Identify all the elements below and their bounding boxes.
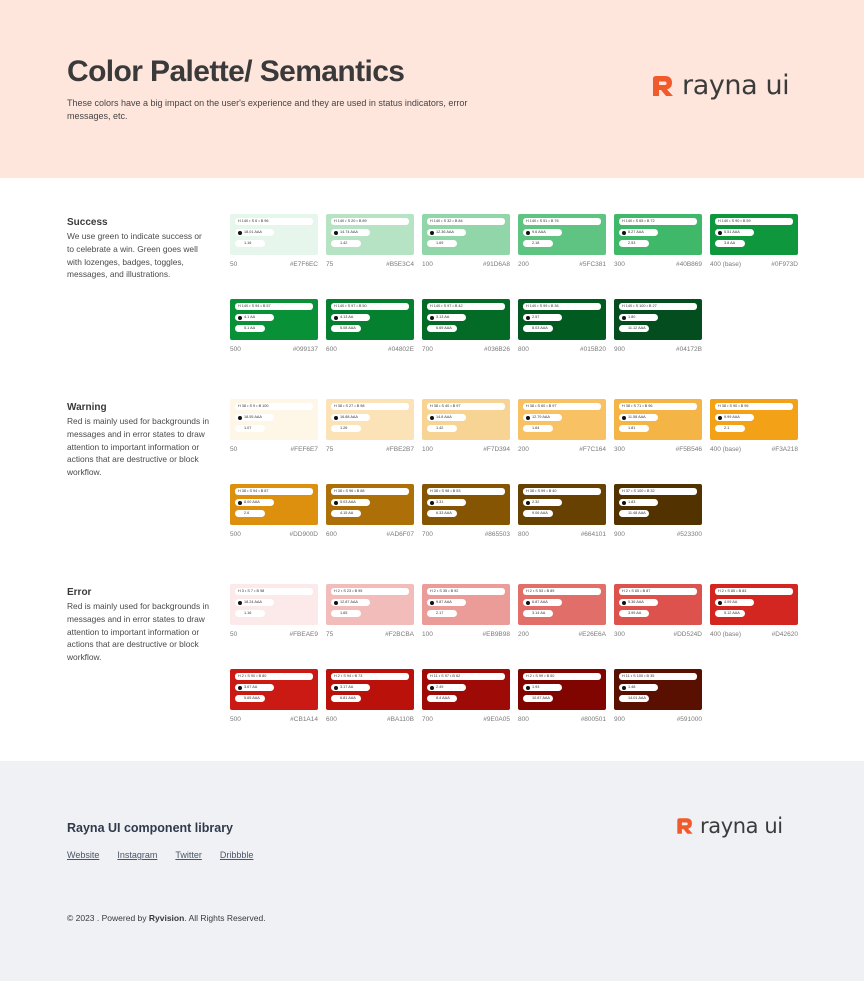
color-swatch[interactable]: [710, 584, 798, 625]
color-swatch[interactable]: [710, 399, 798, 440]
rating-badge: 11.48 AAA: [619, 510, 649, 517]
color-swatch[interactable]: [326, 584, 414, 625]
contrast-value: 8.00 AAA: [244, 500, 260, 504]
footer-links: [67, 850, 253, 860]
contrast-badge: [331, 414, 370, 421]
rating-badge: 1.42: [331, 240, 361, 247]
rating-badge: 5.1 AA: [235, 325, 265, 332]
contrast-badge: [715, 414, 754, 421]
rayna-logo-text: rayna ui: [682, 70, 790, 101]
rating-badge: 2.18: [523, 240, 553, 247]
color-swatch[interactable]: [326, 399, 414, 440]
page-description: These colors have a big impact on the user's experience and they are used in status indicators, error messages, etc.: [67, 98, 468, 121]
swatch-hex: #F7C164: [579, 446, 606, 453]
contrast-value: 5.51 AAA: [724, 230, 740, 234]
copyright-brand: Ryvision: [148, 913, 185, 923]
footer: [0, 761, 864, 981]
swatch-name: 500: [230, 346, 241, 353]
swatch-hex: #664101: [580, 531, 606, 538]
contrast-badge: [427, 599, 466, 606]
swatch-name: 300: [614, 261, 625, 268]
contrast-value: 3.17 AA: [340, 685, 354, 689]
swatch-hex: #B5E3C4: [386, 261, 414, 268]
contrast-dot: [238, 686, 242, 690]
color-swatch[interactable]: [422, 484, 510, 525]
color-swatch[interactable]: [230, 399, 318, 440]
swatch-hex: #04172B: [675, 346, 702, 353]
swatch-name: 50: [230, 446, 238, 453]
footer-logo: [675, 814, 783, 838]
contrast-value: 9.87 AAA: [436, 600, 452, 604]
hsb-label: H 2 • S 53 • B 89: [523, 588, 601, 595]
contrast-dot: [622, 416, 626, 420]
contrast-dot: [430, 231, 434, 235]
contrast-value: 6.87 AAA: [532, 600, 548, 604]
swatch-name: 700: [422, 346, 433, 353]
swatch-name: 300: [614, 446, 625, 453]
contrast-badge: [427, 314, 466, 321]
swatch-name: 900: [614, 531, 625, 538]
swatch-hex: #F2BCBA: [385, 631, 414, 638]
contrast-dot: [334, 231, 338, 235]
rating-badge: 1.65: [331, 610, 361, 617]
copyright-prefix: © 2023 . Powered by: [67, 913, 149, 923]
hsb-label: H 140 • S 90 • B 59: [715, 218, 793, 225]
color-swatch[interactable]: [230, 484, 318, 525]
hsb-label: H 140 • S 32 • B 84: [427, 218, 505, 225]
section-title: Success: [67, 217, 108, 228]
hsb-label: H 38 • S 60 • B 97: [523, 403, 601, 410]
contrast-dot: [526, 416, 530, 420]
swatch-hex: #EB9B98: [482, 631, 510, 638]
color-swatch[interactable]: [518, 584, 606, 625]
rating-badge: 6.33 AAA: [427, 510, 457, 517]
rayna-logo: [650, 70, 789, 101]
swatch-name: 600: [326, 346, 337, 353]
contrast-dot: [238, 601, 242, 605]
contrast-value: 14.74 AAA: [340, 230, 358, 234]
contrast-badge: [523, 684, 562, 691]
contrast-value: 5.03 AAA: [340, 500, 356, 504]
swatch-name: 400 (base): [710, 446, 742, 453]
swatch-name: 200: [518, 631, 529, 638]
swatch-hex: #D42620: [771, 631, 798, 638]
section-description: We use green to indicate success or to celebrate a win. Green goes well with lozenges, badges, toggles, messages, and illustrations.: [67, 231, 202, 280]
color-swatch[interactable]: [614, 669, 702, 710]
rating-badge: 1.07: [235, 425, 265, 432]
swatch-name: 500: [230, 531, 241, 538]
page-title: Color Palette/ Semantics: [67, 55, 405, 88]
swatch-hex: #591000: [676, 716, 702, 723]
contrast-badge: [331, 599, 370, 606]
rating-badge: 2.17: [427, 610, 457, 617]
rating-badge: 6.69 AAA: [427, 325, 457, 332]
hsb-label: H 38 • S 40 • B 97: [427, 403, 505, 410]
contrast-value: 11.58 AAA: [628, 415, 646, 419]
color-swatch[interactable]: [326, 214, 414, 255]
hsb-label: H 140 • S 65 • B 72: [619, 218, 697, 225]
contrast-value: 18.55 AAA: [244, 415, 262, 419]
swatch-name: 200: [518, 261, 529, 268]
color-swatch[interactable]: [326, 669, 414, 710]
footer-title: Rayna UI component library: [67, 821, 234, 835]
contrast-value: 3.13 AA: [436, 315, 450, 319]
contrast-badge: [235, 599, 274, 606]
rating-badge: 10.87 AAA: [523, 695, 553, 702]
contrast-badge: [427, 414, 466, 421]
contrast-badge: [331, 229, 370, 236]
contrast-dot: [622, 686, 626, 690]
rating-badge: 5.12 AAA: [715, 610, 745, 617]
swatch-name: 900: [614, 346, 625, 353]
rating-badge: 8.4 AAA: [427, 695, 457, 702]
rating-badge: 11.12 AAA: [619, 325, 649, 332]
swatch-name: 50: [230, 631, 238, 638]
contrast-value: 12.79 AAA: [532, 415, 550, 419]
contrast-badge: [715, 599, 754, 606]
rating-badge: 3.8 AA: [715, 240, 745, 247]
hsb-label: H 11 • S 97 • B 62: [427, 673, 505, 680]
hsb-label: H 140 • S 20 • B 89: [331, 218, 409, 225]
hsb-label: H 140 • S 100 • B 27: [619, 303, 697, 310]
swatch-hex: #036B26: [483, 346, 510, 353]
swatch-hex: #91D6A8: [482, 261, 510, 268]
link-website[interactable]: Website: [67, 850, 100, 860]
hsb-label: H 140 • S 51 • B 76: [523, 218, 601, 225]
color-swatch[interactable]: [518, 214, 606, 255]
hsb-label: H 2 • S 94 • B 73: [331, 673, 409, 680]
section-title: Warning: [67, 402, 107, 413]
contrast-value: 18.24 AAA: [244, 600, 262, 604]
hsb-label: H 11 • S 100 • B 35: [619, 673, 697, 680]
contrast-value: 18.01 AAA: [244, 230, 262, 234]
contrast-value: 2.49: [436, 685, 444, 689]
rating-badge: 2.53: [619, 240, 649, 247]
swatch-name: 600: [326, 716, 337, 723]
rating-badge: 2.1: [715, 425, 745, 432]
contrast-badge: [619, 229, 658, 236]
swatch-name: 900: [614, 716, 625, 723]
rating-badge: 5.65 AAA: [235, 695, 265, 702]
contrast-dot: [334, 686, 338, 690]
swatch-name: 800: [518, 346, 529, 353]
swatch-hex: #E26E6A: [578, 631, 606, 638]
hsb-label: H 38 • S 9 • B 100: [235, 403, 313, 410]
rating-badge: 3.99 AA: [619, 610, 649, 617]
color-swatch[interactable]: [518, 299, 606, 340]
link-twitter[interactable]: Twitter: [175, 850, 202, 860]
contrast-dot: [334, 316, 338, 320]
rayna-logo-text: rayna ui: [700, 814, 783, 838]
hsb-label: H 38 • S 98 • B 53: [427, 488, 505, 495]
rating-badge: 9.06 AAA: [523, 510, 553, 517]
contrast-dot: [526, 316, 530, 320]
rating-badge: 1.81: [619, 425, 649, 432]
rating-badge: 14.01 AAA: [619, 695, 649, 702]
swatch-name: 700: [422, 716, 433, 723]
rating-badge: 2.6: [235, 510, 265, 517]
contrast-value: 1.48: [628, 685, 636, 689]
contrast-badge: [523, 499, 562, 506]
contrast-badge: [427, 684, 466, 691]
color-swatch[interactable]: [326, 299, 414, 340]
swatch-hex: #9E0A05: [483, 716, 510, 723]
swatch-hex: #800501: [580, 716, 606, 723]
contrast-value: 12.36 AAA: [436, 230, 454, 234]
contrast-dot: [526, 686, 530, 690]
contrast-value: 2.32: [532, 500, 540, 504]
swatch-hex: #DD524D: [673, 631, 702, 638]
contrast-dot: [526, 231, 530, 235]
color-swatch[interactable]: [230, 299, 318, 340]
contrast-badge: [235, 229, 274, 236]
swatch-name: 800: [518, 716, 529, 723]
contrast-badge: [235, 314, 274, 321]
contrast-dot: [238, 501, 242, 505]
hsb-label: H 38 • S 96 • B 68: [331, 488, 409, 495]
color-swatch[interactable]: [614, 399, 702, 440]
link-instagram[interactable]: Instagram: [117, 850, 158, 860]
contrast-badge: [427, 499, 466, 506]
contrast-badge: [235, 499, 274, 506]
rating-badge: 1.69: [427, 240, 457, 247]
rayna-logo-icon: [650, 73, 676, 99]
rating-badge: 4.15 AA: [331, 510, 361, 517]
rating-badge: 1.64: [523, 425, 553, 432]
swatch-name: 200: [518, 446, 529, 453]
contrast-badge: [619, 599, 658, 606]
color-swatch[interactable]: [230, 669, 318, 710]
contrast-value: 1.93: [532, 685, 540, 689]
swatch-name: 100: [422, 261, 433, 268]
color-swatch[interactable]: [230, 584, 318, 625]
contrast-badge: [235, 414, 274, 421]
contrast-dot: [718, 231, 722, 235]
hsb-label: H 140 • S 94 • B 57: [235, 303, 313, 310]
contrast-dot: [334, 601, 338, 605]
swatch-hex: #523300: [676, 531, 702, 538]
swatch-name: 400 (base): [710, 631, 742, 638]
contrast-dot: [430, 501, 434, 505]
contrast-dot: [622, 231, 626, 235]
rating-badge: 8.03 AAA: [523, 325, 553, 332]
contrast-dot: [334, 416, 338, 420]
rating-badge: 1.16: [235, 610, 265, 617]
contrast-badge: [523, 414, 562, 421]
color-swatch[interactable]: [614, 214, 702, 255]
swatch-name: 500: [230, 716, 241, 723]
swatch-hex: #0F973D: [771, 261, 798, 268]
color-swatch[interactable]: [614, 484, 702, 525]
contrast-dot: [238, 316, 242, 320]
swatch-name: 75: [326, 631, 334, 638]
swatch-hex: #F5B546: [675, 446, 702, 453]
rating-badge: 1.42: [427, 425, 457, 432]
swatch-hex: #40B869: [675, 261, 702, 268]
contrast-badge: [331, 314, 370, 321]
swatch-name: 600: [326, 531, 337, 538]
swatch-name: 50: [230, 261, 238, 268]
swatch-hex: #FBEAE9: [289, 631, 318, 638]
color-swatch[interactable]: [710, 214, 798, 255]
hsb-label: H 2 • S 99 • B 50: [523, 673, 601, 680]
hsb-label: H 2 • S 35 • B 92: [427, 588, 505, 595]
contrast-value: 1.80: [628, 315, 636, 319]
color-swatch[interactable]: [518, 399, 606, 440]
color-swatch[interactable]: [422, 669, 510, 710]
color-swatch[interactable]: [422, 584, 510, 625]
swatch-hex: #FBE2B7: [386, 446, 414, 453]
swatch-hex: #F7D394: [483, 446, 510, 453]
hsb-label: H 38 • S 27 • B 98: [331, 403, 409, 410]
copyright-suffix: . All Rights Reserved.: [184, 913, 266, 923]
contrast-badge: [619, 414, 658, 421]
hsb-label: H 2 • S 65 • B 87: [619, 588, 697, 595]
contrast-dot: [526, 501, 530, 505]
hsb-label: H 38 • S 94 • B 87: [235, 488, 313, 495]
rating-badge: 1.16: [235, 240, 265, 247]
color-swatch[interactable]: [230, 214, 318, 255]
color-swatch[interactable]: [518, 484, 606, 525]
hsb-label: H 2 • S 85 • B 83: [715, 588, 793, 595]
contrast-dot: [430, 416, 434, 420]
swatch-name: 100: [422, 446, 433, 453]
copyright: [67, 913, 266, 923]
contrast-value: 2.57: [532, 315, 540, 319]
contrast-value: 1.83: [628, 500, 636, 504]
swatch-hex: #865503: [484, 531, 510, 538]
swatch-hex: #FEF6E7: [290, 446, 318, 453]
contrast-badge: [427, 229, 466, 236]
color-swatch[interactable]: [614, 299, 702, 340]
hsb-label: H 37 • S 100 • B 32: [619, 488, 697, 495]
color-swatch[interactable]: [422, 299, 510, 340]
hsb-label: H 38 • S 90 • B 95: [715, 403, 793, 410]
color-swatch[interactable]: [614, 584, 702, 625]
hsb-label: H 2 • S 90 • B 80: [235, 673, 313, 680]
section-description: Red is mainly used for backgrounds in messages and in error states to draw attention to important information or actions that are destructive or block workflow.: [67, 416, 209, 478]
color-swatch[interactable]: [326, 484, 414, 525]
color-swatch[interactable]: [422, 214, 510, 255]
contrast-value: 4.13 AA: [340, 315, 354, 319]
section-description: Red is mainly used for backgrounds in messages and in error states to draw attention to important information or actions that are destructive or block workflow.: [67, 601, 209, 663]
hsb-label: H 140 • S 97 • B 50: [331, 303, 409, 310]
contrast-badge: [619, 684, 658, 691]
color-swatch[interactable]: [518, 669, 606, 710]
rating-badge: 1.26: [331, 425, 361, 432]
contrast-value: 4.1 AA: [244, 315, 256, 319]
contrast-badge: [235, 684, 274, 691]
swatch-hex: #E7F6EC: [289, 261, 318, 268]
swatch-name: 100: [422, 631, 433, 638]
swatch-hex: #015B20: [579, 346, 606, 353]
hsb-label: H 140 • S 99 • B 36: [523, 303, 601, 310]
contrast-value: 8.27 AAA: [628, 230, 644, 234]
hsb-label: H 140 • S 97 • B 42: [427, 303, 505, 310]
contrast-value: 14.8 AAA: [436, 415, 452, 419]
swatch-hex: #099137: [292, 346, 318, 353]
contrast-badge: [331, 684, 370, 691]
contrast-dot: [430, 316, 434, 320]
contrast-badge: [523, 599, 562, 606]
rayna-logo-icon: [675, 816, 695, 836]
rating-badge: 6.81 AAA: [331, 695, 361, 702]
hsb-label: H 3 • S 7 • B 98: [235, 588, 313, 595]
contrast-value: 5.36 AAA: [628, 600, 644, 604]
contrast-dot: [334, 501, 338, 505]
contrast-badge: [331, 499, 370, 506]
contrast-value: 9.6 AAA: [532, 230, 546, 234]
contrast-value: 4.09 AA: [724, 600, 738, 604]
hsb-label: H 2 • S 23 • B 95: [331, 588, 409, 595]
hsb-label: H 140 • S 6 • B 96: [235, 218, 313, 225]
contrast-dot: [430, 686, 434, 690]
contrast-badge: [523, 229, 562, 236]
hsb-label: H 38 • S 71 • B 96: [619, 403, 697, 410]
contrast-dot: [622, 501, 626, 505]
rating-badge: 3.14 AA: [523, 610, 553, 617]
color-swatch[interactable]: [422, 399, 510, 440]
contrast-dot: [718, 601, 722, 605]
contrast-dot: [622, 601, 626, 605]
rating-badge: 5.08 AAA: [331, 325, 361, 332]
swatch-hex: #AD6F07: [386, 531, 414, 538]
swatch-name: 300: [614, 631, 625, 638]
hsb-label: H 38 • S 99 • B 40: [523, 488, 601, 495]
contrast-dot: [526, 601, 530, 605]
contrast-dot: [238, 416, 242, 420]
contrast-dot: [718, 416, 722, 420]
swatch-hex: #DD900D: [289, 531, 318, 538]
contrast-badge: [619, 499, 658, 506]
swatch-name: 700: [422, 531, 433, 538]
link-dribbble[interactable]: Dribbble: [219, 850, 254, 860]
swatch-name: 75: [326, 446, 334, 453]
contrast-badge: [619, 314, 658, 321]
contrast-dot: [238, 231, 242, 235]
contrast-value: 16.88 AAA: [340, 415, 358, 419]
contrast-value: 12.87 AAA: [340, 600, 358, 604]
swatch-name: 800: [518, 531, 529, 538]
swatch-hex: #F3A218: [771, 446, 798, 453]
contrast-value: 9.99 AAA: [724, 415, 740, 419]
swatch-hex: #04802E: [387, 346, 414, 353]
contrast-badge: [523, 314, 562, 321]
contrast-badge: [715, 229, 754, 236]
contrast-dot: [430, 601, 434, 605]
swatch-name: 75: [326, 261, 334, 268]
contrast-value: 3.67 AA: [244, 685, 258, 689]
contrast-value: 3.31: [436, 500, 444, 504]
swatch-hex: #CB1A14: [290, 716, 318, 723]
contrast-dot: [622, 316, 626, 320]
swatch-hex: #BA110B: [387, 716, 414, 723]
section-title: Error: [67, 587, 92, 598]
swatch-name: 400 (base): [710, 261, 742, 268]
swatch-hex: #5FC381: [579, 261, 606, 268]
